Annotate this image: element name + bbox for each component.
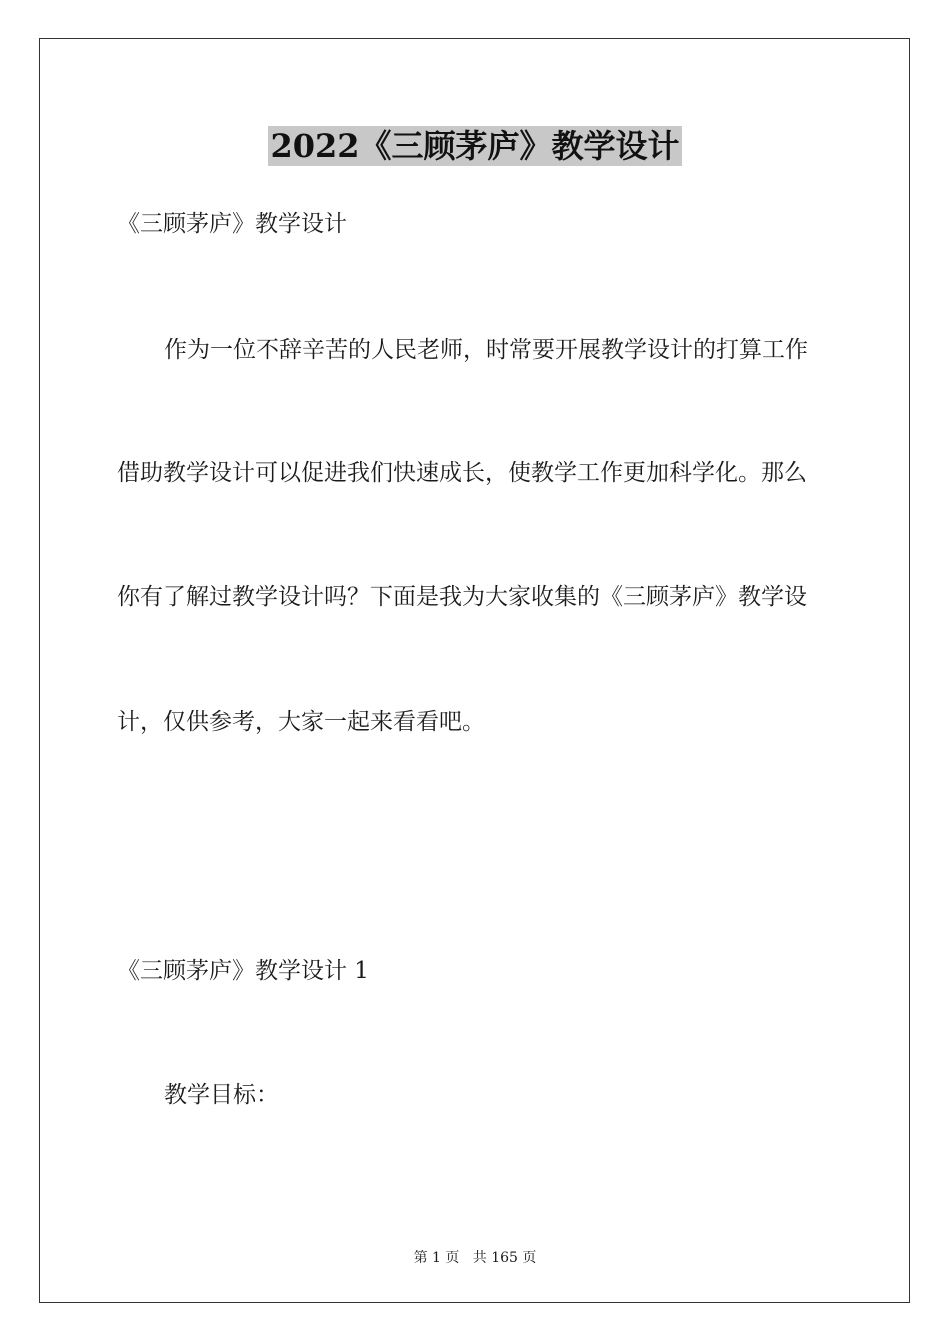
intro-line-1: 作为一位不辞辛苦的人民老师，时常要开展教学设计的打算工作 — [164, 337, 808, 363]
intro-line-4: 计，仅供参考，大家一起来看看吧。 — [117, 709, 485, 735]
page-footer — [0, 1248, 950, 1268]
title-container — [0, 126, 950, 166]
intro-line-3: 你有了解过教学设计吗？下面是我为大家收集的《三顾茅庐》教学设 — [117, 584, 807, 610]
intro-line-2: 借助教学设计可以促进我们快速成长，使教学工作更加科学化。那么 — [117, 460, 807, 486]
section-heading: 《三顾茅庐》教学设计 1 — [117, 958, 369, 984]
document-title: 2022《三顾茅庐》教学设计 — [270, 127, 680, 165]
total-pages: 共 165 页 — [472, 1250, 537, 1266]
objectives-label: 教学目标： — [164, 1082, 279, 1108]
document-subtitle: 《三顾茅庐》教学设计 — [117, 211, 347, 237]
page-number: 第 1 页 — [413, 1250, 460, 1266]
